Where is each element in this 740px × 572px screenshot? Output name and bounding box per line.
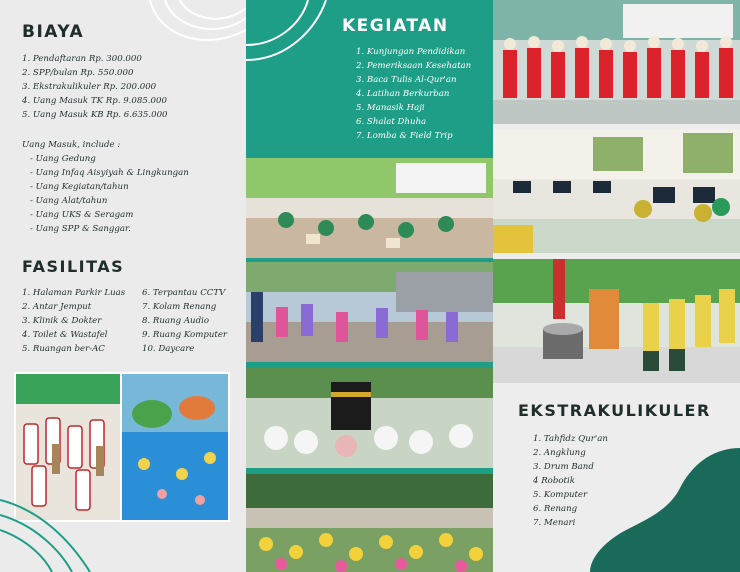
fasilitas-list-right <box>142 286 227 356</box>
fasilitas-item: 9. Ruang Komputer <box>142 330 228 340</box>
ekstrakulikuler-item: 5. Komputer <box>533 490 588 500</box>
include-item: - Uang Infaq Aisyiyah & Lingkungan <box>30 168 189 178</box>
biaya-item: 1. Pendaftaran Rp. 300.000 <box>22 54 142 64</box>
fasilitas-item: 8. Ruang Audio <box>142 316 209 326</box>
kegiatan-item: 5. Manasik Haji <box>356 103 425 113</box>
kegiatan-item: 2. Pemeriksaan Kesehatan <box>356 61 472 71</box>
decorative-curves <box>0 470 120 572</box>
decorative-blob <box>590 448 740 572</box>
kegiatan-item: 4. Latihan Berkurban <box>356 89 450 99</box>
middle-panel <box>246 0 493 572</box>
include-item: - Uang Kegiatan/tahun <box>30 182 129 192</box>
kegiatan-item: 6. Shalat Dhuha <box>356 117 427 127</box>
include-item: - Uang Alat/tahun <box>30 196 108 206</box>
include-label: Uang Masuk, include : <box>22 140 121 150</box>
drumband-photo <box>493 0 740 124</box>
ekstrakulikuler-item: 2. Angklung <box>533 448 586 458</box>
include-item: - Uang SPP & Sanggar. <box>30 224 131 234</box>
ekstrakulikuler-item: 1. Tahfidz Qur'an <box>533 434 608 444</box>
fasilitas-title: FASILITAS <box>22 257 125 276</box>
fasilitas-item: 2. Antar Jemput <box>22 302 92 312</box>
biaya-list <box>22 52 168 122</box>
kegiatan-band <box>246 0 493 158</box>
biaya-item: 4. Uang Masuk TK Rp. 9.085.000 <box>22 96 167 106</box>
kegiatan-item: 1. Kunjungan Pendidikan <box>356 47 466 57</box>
manasik-photo <box>246 368 493 468</box>
biaya-title: BIAYA <box>22 22 85 42</box>
right-panel <box>493 0 740 572</box>
left-panel <box>0 0 246 572</box>
fasilitas-item: 10. Daycare <box>142 344 195 354</box>
fasilitas-item: 6. Terpantau CCTV <box>142 288 226 298</box>
fasilitas-list-left <box>22 286 125 356</box>
ekstrakulikuler-item: 7. Menari <box>533 518 576 528</box>
kegiatan-title: KEGIATAN <box>342 16 449 36</box>
fasilitas-item: 5. Ruangan ber-AC <box>22 344 105 354</box>
include-list <box>22 138 189 236</box>
include-item: - Uang UKS & Seragam <box>30 210 134 220</box>
kegiatan-item: 7. Lomba & Field Trip <box>356 131 453 141</box>
ekstrakulikuler-item: 6. Renang <box>533 504 578 514</box>
ekstrakulikuler-list <box>533 432 608 530</box>
biaya-item: 2. SPP/bulan Rp. 550.000 <box>22 68 134 78</box>
fasilitas-item: 4. Toilet & Wastafel <box>22 330 108 340</box>
pool-photo <box>120 372 230 522</box>
decorative-wave-lines <box>246 0 356 70</box>
computer-lab-photo <box>493 129 740 253</box>
fasilitas-item: 1. Halaman Parkir Luas <box>22 288 126 298</box>
parade-photo <box>246 262 493 362</box>
biaya-item: 5. Uang Masuk KB Rp. 6.635.000 <box>22 110 168 120</box>
ekstrakulikuler-item: 4 Robotik <box>533 476 575 486</box>
biaya-item: 3. Ekstrakulikuler Rp. 200.000 <box>22 82 157 92</box>
ekstrakulikuler-item: 3. Drum Band <box>533 462 594 472</box>
include-item: - Uang Gedung <box>30 154 96 164</box>
ekstrakulikuler-title: EKSTRAKULIKULER <box>518 401 711 420</box>
cooking-photo <box>493 259 740 383</box>
fasilitas-item: 3. Klinik & Dokter <box>22 316 102 326</box>
gathering-photo <box>246 474 493 572</box>
classroom-photo <box>246 158 493 258</box>
fasilitas-item: 7. Kolam Renang <box>142 302 217 312</box>
kegiatan-item: 3. Baca Tulis Al-Qur'an <box>356 75 457 85</box>
kegiatan-list <box>356 45 471 143</box>
